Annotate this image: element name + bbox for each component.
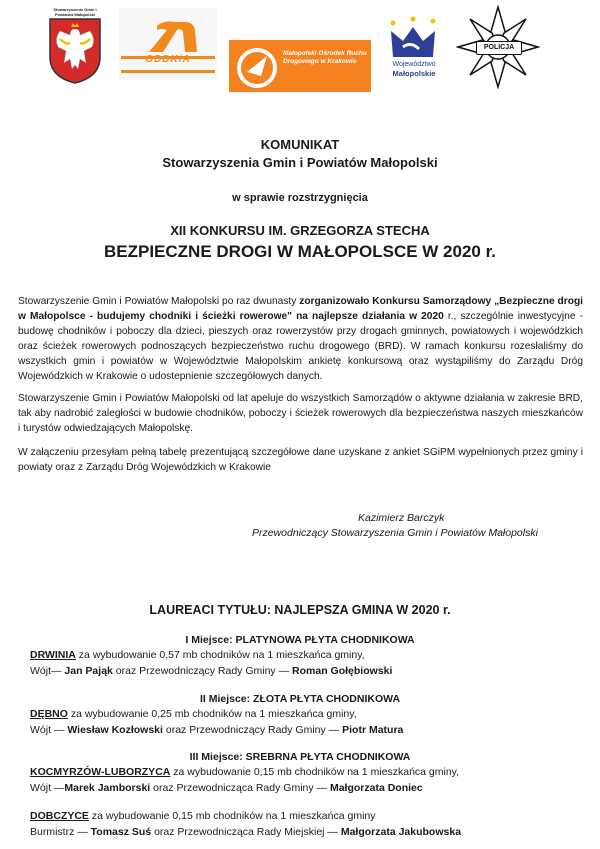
laureate-officials: Wójt — Wiesław Kozłowski oraz Przewodniczący Rady Gminy — Piotr Matura <box>30 724 404 736</box>
policja-label: POLICJA <box>476 41 522 55</box>
laureate-line: DĘBNO za wybudowanie 0,25 mb chodników na 1 mieszkańca gminy, <box>30 708 357 720</box>
paragraph-appeal: Stowarzyszenie Gmin i Powiatów Małopolski od lat apeluje do wszystkich Samorządów o aktywne działania w zakresie BRD, tak aby nadrobić zaległości w budowie chodników, poboczy i ścieżek rowerowych dla bezpieczeństwa naszych mieszkańców i turystów odwiedzających Małopolskę. <box>18 393 583 434</box>
page-title: BEZPIECZNE DROGI W MAŁOPOLSCE W 2020 r. <box>104 242 496 261</box>
subject-heading: w sprawie rozstrzygnięcia <box>232 192 368 204</box>
mord-logo <box>229 40 371 92</box>
steering-wheel-icon <box>233 42 285 94</box>
crown-icon <box>385 15 443 61</box>
logo-bar <box>0 0 600 100</box>
laureate-officials: Wójt— Jan Pająk oraz Przewodniczący Rady Gminy — Roman Gołębiowski <box>30 665 393 677</box>
laureate-line: KOCMYRZÓW-LUBORZYCA za wybudowanie 0,15 mb chodników na 1 mieszkańca gminy, <box>30 766 460 778</box>
gmina-name: DOBCZYCE <box>30 810 89 822</box>
place-3-heading: III Miejsce: SREBRNA PŁYTA CHODNIKOWA <box>189 751 411 763</box>
paragraph-attachment: W załączeniu przesyłam pełną tabelę prezentującą szczegółowe dane uzyskane z ankiet SGiPM wypełnionych przez gminy i powiaty oraz z Zarządu Dróg Wojewódzkich w Krakowie <box>18 447 583 473</box>
laureate-line: DOBCZYCE za wybudowanie 0,15 mb chodników na 1 mieszkańca gminy <box>30 810 376 822</box>
eagle-coat-of-arms-icon <box>46 17 104 85</box>
gmina-name: KOCMYRZÓW-LUBORZYCA <box>30 766 171 778</box>
intro-text-bold: zorganizowało Konkursu Samorządowy „Bezpieczne drogi w Małopolsce - budujemy chodniki i ścieżki rowerowe" na najlepsze działania w 2020 <box>18 296 583 322</box>
paragraph-intro <box>18 294 583 384</box>
mord-text: Małopolski Ośrodek Ruchu Drogowego w Krakowie <box>283 50 367 65</box>
intro-text-b: r., szczególnie inwestycyjne - budowę chodników i poboczy dla dzieci, pieszych oraz rowerzystów przy drogach gminnych, powiatowych i wojewódzkich oraz ścieżek rowerowych podnoszących bezpieczeństwo ruchu drogowego (BRD). W ramach konkursu rozesłaliśmy do wszystkich gmin i powiatów w Województwie Małopolskim ankietę konkursową oraz wystąpiliśmy do Zarządu Dróg Wojewódzkich w Krakowie o udostepnienie szczegółowych danych. <box>18 311 583 382</box>
contest-heading: XII KONKURSU IM. GRZEGORZA STECHA <box>170 223 430 238</box>
laureate-line: DRWINIA za wybudowanie 0,57 mb chodników na 1 mieszkańca gminy, <box>30 649 365 661</box>
laureate-officials: Wójt —Marek Jamborski oraz Przewodnicząca Rady Gminy — Małgorzata Doniec <box>30 782 423 794</box>
signature-role: Przewodniczący Stowarzyszenia Gmin i Powiatów Małopolski <box>252 527 538 539</box>
policja-logo <box>456 5 540 89</box>
gddkia-logo <box>119 8 217 80</box>
signature-name: Kazimierz Barczyk <box>358 512 445 524</box>
gddkia-text: GDDKiA <box>145 54 191 65</box>
place-1-heading: I Miejsce: PLATYNOWA PŁYTA CHODNIKOWA <box>185 634 415 646</box>
organization-heading: Stowarzyszenia Gmin i Powiatów Małopolski <box>162 155 438 170</box>
wojewodztwo-logo <box>385 15 443 85</box>
laureate-officials: Burmistrz — Tomasz Suś oraz Przewodnicząca Rady Miejskiej — Małgorzata Jakubowska <box>30 826 462 838</box>
intro-text-a: Stowarzyszenie Gmin i Powiatów Małopolski po raz dwunasty <box>18 296 300 307</box>
sgipm-logo <box>46 8 104 86</box>
komunikat-heading: KOMUNIKAT <box>260 137 340 152</box>
gddkia-eagle-icon <box>119 8 217 80</box>
wojewodztwo-line1: Województwo <box>392 61 436 68</box>
place-2-heading: II Miejsce: ZŁOTA PŁYTA CHODNIKOWA <box>199 693 401 705</box>
sgipm-caption: Stowarzyszenie Gmin i Powiatów Małopolski <box>53 8 97 17</box>
wojewodztwo-line2: Małopolskie <box>392 69 436 78</box>
gmina-name: DRWINIA <box>30 649 76 661</box>
gmina-name: DĘBNO <box>30 708 68 720</box>
laureates-heading: LAUREACI TYTUŁU: NAJLEPSZA GMINA W 2020 r. <box>149 603 451 617</box>
